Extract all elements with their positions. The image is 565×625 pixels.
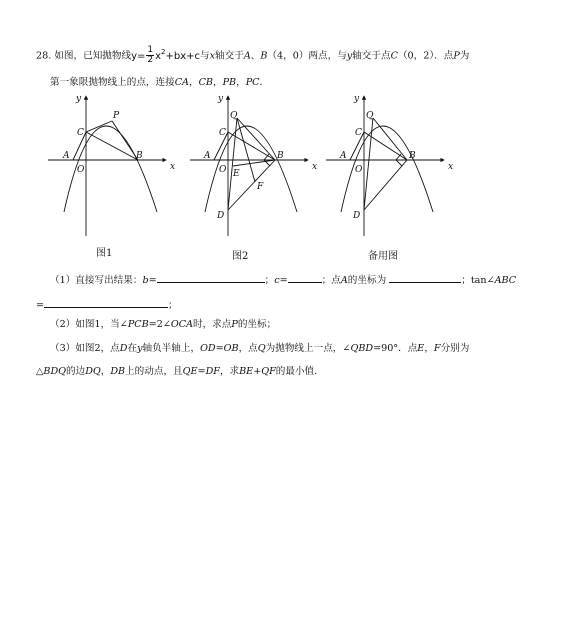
segment-ca: CA <box>174 77 189 88</box>
triangle-bdq: BDQ <box>43 366 66 377</box>
problem-text: ． <box>259 77 270 88</box>
fig2-label-a: A <box>204 151 211 161</box>
fig3-segment-db <box>364 160 407 210</box>
segment-qf: QF <box>261 366 276 377</box>
part-3-line-1 <box>50 342 469 356</box>
separator: ， <box>424 343 434 354</box>
fig2-label-y: y <box>218 94 224 104</box>
segment-ob: OB <box>223 343 239 354</box>
fig3-label-a: A <box>340 151 347 161</box>
formula-x: x <box>155 50 162 62</box>
point-c: C <box>390 50 398 62</box>
part-1-line-2 <box>36 297 178 313</box>
fig1-caption: 图1 <box>96 248 113 259</box>
equals: = <box>36 300 45 311</box>
part-3-text: ，求 <box>219 366 240 377</box>
answer-blank-c[interactable] <box>288 272 322 283</box>
fig2-label-x: x <box>312 162 318 172</box>
point-a: A <box>340 275 348 286</box>
fig3-label-x: x <box>448 162 454 172</box>
fig3-label-d: D <box>353 211 361 221</box>
fig2-segment-qd <box>228 118 237 210</box>
formula-rest: +bx+c <box>165 50 201 62</box>
fig2-label-b: B <box>277 151 284 161</box>
segment-db: DB <box>110 366 126 377</box>
equals: = <box>279 275 288 286</box>
answer-blank-point-a[interactable] <box>389 272 461 283</box>
problem-text: 轴交于 <box>215 50 244 62</box>
problem-number: 28. <box>36 50 52 62</box>
figure-3 <box>326 96 444 236</box>
point-d: D <box>119 343 128 354</box>
separator: ； <box>168 300 178 311</box>
segment-df: DF <box>205 366 220 377</box>
fig2-label-q: Q <box>230 111 238 121</box>
part-3-text: 为抛物线上一点，∠ <box>265 343 351 354</box>
point-e: E <box>417 343 425 354</box>
separator: ， <box>236 77 246 88</box>
part-2-text: =2∠ <box>148 319 171 330</box>
angle-pcb: PCB <box>127 319 149 330</box>
segment-pb: PB <box>222 77 237 88</box>
fig3-label-q: Q <box>366 111 374 121</box>
fig2-label-f: F <box>257 182 264 192</box>
fig3-label-b: B <box>409 151 416 161</box>
fig1-label-x: x <box>170 162 176 172</box>
part-1-text: 的坐标为 <box>347 275 387 286</box>
part-2-line <box>50 318 276 332</box>
part-1-line-1 <box>50 272 516 288</box>
formula-y: y= <box>131 50 146 62</box>
point-f: F <box>433 343 441 354</box>
answer-blank-tan[interactable] <box>44 297 168 308</box>
problem-text: 如图，已知抛物线 <box>54 50 132 62</box>
segment-cb: CB <box>198 77 213 88</box>
fig1-label-b: B <box>136 151 143 161</box>
formula-exponent: 2 <box>161 47 166 56</box>
fig2-label-c: C <box>219 128 226 138</box>
part-1-text: ；点 <box>321 275 341 286</box>
separator: ， <box>212 77 223 88</box>
problem-text: （4，0）两点，与 <box>267 50 347 62</box>
part-3-text: 上的动点，且 <box>125 366 183 377</box>
separator: ， <box>189 77 199 88</box>
fig3-label-y: y <box>354 94 360 104</box>
figure-1-labels <box>62 94 175 175</box>
fig3-label-o: O <box>355 165 363 175</box>
problem-text: 为 <box>459 50 470 62</box>
point-p: P <box>231 319 238 330</box>
segment-dq: DQ <box>85 366 101 377</box>
fraction-numerator: 1 <box>147 45 154 55</box>
part-2-text: （2）如图1，当∠ <box>50 319 128 330</box>
fig1-label-c: C <box>77 128 84 138</box>
segment-pc: PC <box>245 77 260 88</box>
fig1-label-o: O <box>77 165 85 175</box>
part-3-text: （3）如图2，点 <box>50 343 120 354</box>
segment-qe: QE <box>182 366 198 377</box>
angle-abc: ABC <box>494 275 517 286</box>
variable-c: c <box>274 275 280 286</box>
triangle-symbol: △ <box>36 366 44 377</box>
separator: ； <box>264 275 275 286</box>
point-b: B <box>260 50 268 62</box>
part-3-line-2 <box>36 365 324 379</box>
fig2-label-o: O <box>219 165 227 175</box>
variable-b: b <box>142 275 149 286</box>
angle-qbd: QBD <box>350 343 374 354</box>
plus: + <box>253 366 262 377</box>
fig1-label-a: A <box>63 151 70 161</box>
equals: = <box>197 366 206 377</box>
part-1-text: （1）直接写出结果： <box>50 275 143 286</box>
fig2-caption: 图2 <box>232 251 249 262</box>
fig1-segment-pb <box>112 121 138 160</box>
fig3-segment-qd <box>364 118 373 210</box>
fig3-label-c: C <box>355 128 362 138</box>
fig1-label-p: P <box>113 111 120 121</box>
figure-2-labels <box>203 94 317 221</box>
figure-3-labels <box>339 94 453 221</box>
equals: = <box>148 275 157 286</box>
segment-od: OD <box>200 343 216 354</box>
fig3-caption: 备用图 <box>368 251 398 262</box>
part-2-text: 时，求点 <box>193 319 232 330</box>
problem-text: （0，2）．点 <box>397 50 454 62</box>
variable-y: y <box>137 343 143 354</box>
separator: 、 <box>250 50 261 62</box>
point-p: P <box>453 50 460 62</box>
angle-oca: OCA <box>170 319 193 330</box>
variable-y: y <box>346 50 353 62</box>
figure-1 <box>48 96 166 236</box>
part-3-text: 的最小值． <box>275 366 324 377</box>
equals: = <box>215 343 224 354</box>
fig2-segment-db <box>228 160 275 210</box>
separator: ， <box>100 366 111 377</box>
problem-text: 轴交于点 <box>352 50 391 62</box>
answer-blank-b[interactable] <box>157 272 265 283</box>
part-3-text: 在 <box>127 343 138 354</box>
variable-x: x <box>209 50 216 62</box>
part-3-text: 的边 <box>66 366 86 377</box>
part-2-text: 的坐标； <box>237 319 277 330</box>
part-3-text: 分别为 <box>440 343 470 354</box>
figure-2 <box>190 96 308 236</box>
fig2-label-e: E <box>233 169 240 179</box>
part-3-text: =90°．点 <box>373 343 418 354</box>
part-3-text: 轴负半轴上， <box>142 343 201 354</box>
segment-be: BE <box>239 366 254 377</box>
problem-text: 与 <box>200 50 210 62</box>
fig2-label-d: D <box>217 211 225 221</box>
fraction-denominator: 2 <box>147 55 154 65</box>
point-a: A <box>243 50 251 62</box>
problem-text: 第一象限抛物线上的点，连接 <box>50 77 175 88</box>
fig1-segment-cb <box>86 132 138 160</box>
part-1-text: ；tan∠ <box>461 275 495 286</box>
fig1-label-y: y <box>76 94 82 104</box>
part-3-text: ，点 <box>238 343 258 354</box>
point-q: Q <box>257 343 266 354</box>
